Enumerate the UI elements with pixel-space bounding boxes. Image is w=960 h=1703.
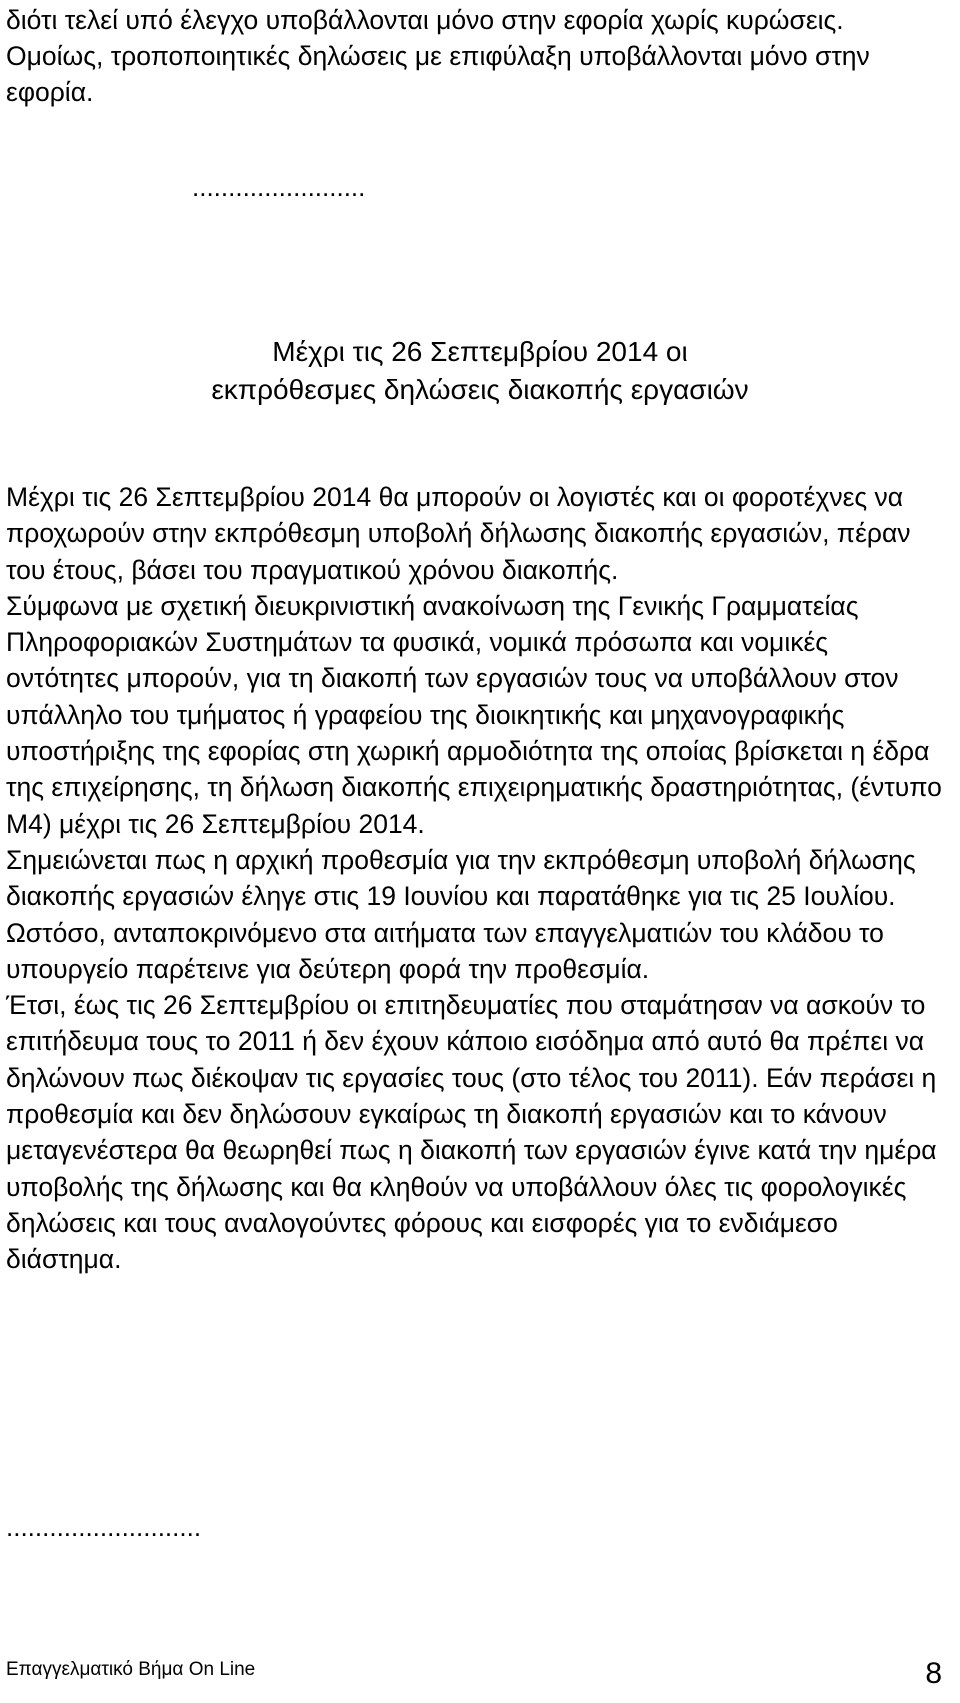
footer-publication-name: Επαγγελματικό Βήμα On Line xyxy=(6,1659,256,1680)
separator-dots-top: ........................ xyxy=(192,172,366,202)
intro-paragraph: διότι τελεί υπό έλεγχο υποβάλλονται μόνο στην εφορία χωρίς κυρώσεις. Ομοίως, τροποποιητικές δηλώσεις με επιφύλαξη υποβάλλονται μόνο στην εφορία. xyxy=(6,5,870,107)
article-title-line-2: εκπρόθεσμες δηλώσεις διακοπής εργασιών xyxy=(211,374,749,405)
footer-page-number: 8 xyxy=(925,1657,942,1690)
article-title xyxy=(0,333,960,409)
separator-dots-bottom: ........................... xyxy=(6,1512,202,1542)
article-title-line-1: Μέχρι τις 26 Σεπτεμβρίου 2014 οι xyxy=(272,336,688,367)
article-body xyxy=(6,479,946,1278)
article-paragraph: Σημειώνεται πως η αρχική προθεσμία για την εκπρόθεσμη υποβολή δήλωσης διακοπής εργασιών έληγε στις 19 Ιουνίου και παρατάθηκε για τις 25 Ιουλίου. Ωστόσο, ανταποκρινόμενο στα αιτήματα των επαγγελματιών του κλάδου το υπουργείο παρέτεινε για δεύτερη φορά την προθεσμία. xyxy=(6,844,916,984)
article-paragraph: Σύμφωνα με σχετική διευκρινιστική ανακοίνωση της Γενικής Γραμματείας Πληροφοριακών Συστημάτων τα φυσικά, νομικά πρόσωπα και νομικές οντότητες μπορούν, για τη διακοπή των εργασιών τους να υποβάλλουν στον υπάλληλο του τμήματος ή γραφείου της διοικητικής και μηχανογραφικής υποστήριξης της εφορίας στη χωρική αρμοδιότητα της οποίας βρίσκεται η έδρα της επιχείρησης, τη δήλωση διακοπής επιχειρηματικής δραστηριότητας, (έντυπο Μ4) μέχρι τις 26 Σεπτεμβρίου 2014. xyxy=(6,590,942,839)
article-paragraph: Έτσι, έως τις 26 Σεπτεμβρίου οι επιτηδευματίες που σταμάτησαν να ασκούν το επιτήδευμα τους το 2011 ή δεν έχουν κάποιο εισόδημα από αυτό θα πρέπει να δηλώνουν πως διέκοψαν τις εργασίες τους (στο τέλος του 2011). Εάν περάσει η προθεσμία και δεν δηλώσουν εγκαίρως τη διακοπή εργασιών και το κάνουν μεταγενέστερα θα θεωρηθεί πως η διακοπή των εργασιών έγινε κατά την ημέρα υποβολής της δήλωσης και θα κληθούν να υποβάλλουν όλες τις φορολογικές δηλώσεις και τους αναλογούντες φόρους και εισφορές για το ενδιάμεσο διάστημα. xyxy=(6,990,937,1275)
article-paragraph: Μέχρι τις 26 Σεπτεμβρίου 2014 θα μπορούν οι λογιστές και οι φοροτέχνες να προχωρούν στην εκπρόθεσμη υποβολή δήλωσης διακοπής εργασιών, πέραν του έτους, βάσει του πραγματικού χρόνου διακοπής. xyxy=(6,482,911,585)
